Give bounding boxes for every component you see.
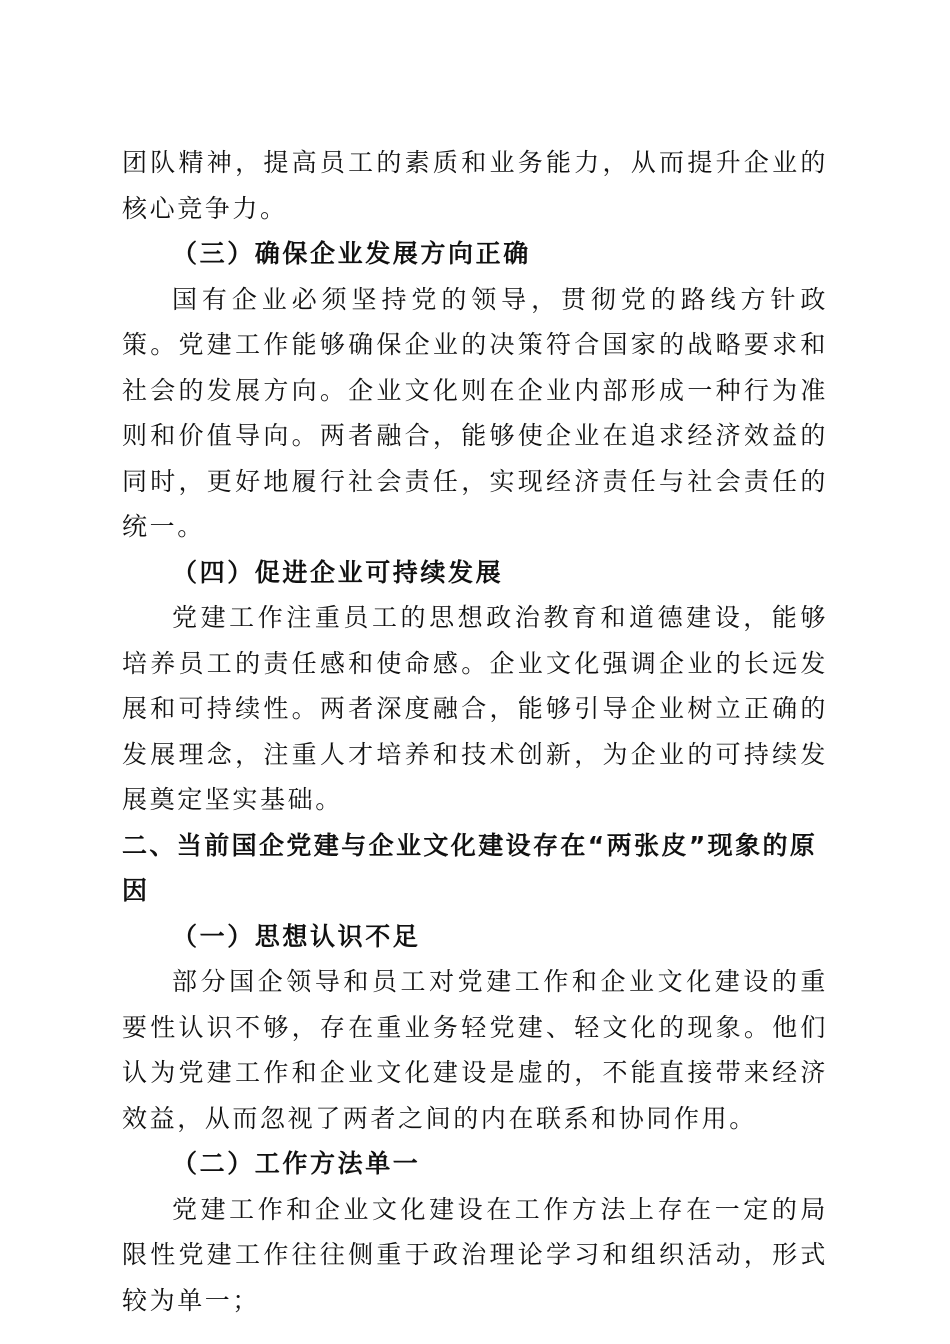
paragraph-intro-continuation: 团队精神，提高员工的素质和业务能力，从而提升企业的核心竞争力。 [122,148,828,223]
heading-part-2: 二、当前国企党建与企业文化建设存在“两张皮”现象的原因 [122,830,818,905]
paragraph-part-2-2: 党建工作和企业文化建设在工作方法上存在一定的局限性党建工作往往侧重于政治理论学习和组织活动，形式较为单一； [122,1194,828,1315]
paragraph-section-3: 国有企业必须坚持党的领导，贯彻党的路线方针政策。党建工作能够确保企业的决策符合国家的战略要求和社会的发展方向。企业文化则在企业内部形成一种行为准则和价值导向。两者融合，能够使企业在追求经济效益的同时，更好地履行社会责任，实现经济责任与社会责任的统一。 [122,284,828,541]
paragraph-part-2-1: 部分国企领导和员工对党建工作和企业文化建设的重要性认识不够，存在重业务轻党建、轻文化的现象。他们认为党建工作和企业文化建设是虚的，不能直接带来经济效益，从而忽视了两者之间的内在联系和协同作用。 [122,967,828,1133]
subheading-section-3: （三）确保企业发展方向正确 [172,239,531,268]
document-body [122,140,828,1323]
paragraph-section-4: 党建工作注重员工的思想政治教育和道德建设，能够培养员工的责任感和使命感。企业文化强调企业的长远发展和可持续性。两者深度融合，能够引导企业树立正确的发展理念，注重人才培养和技术创新，为企业的可持续发展奠定坚实基础。 [122,603,828,814]
subheading-part-2-2: （二）工作方法单一 [172,1149,421,1178]
subheading-section-4: （四）促进企业可持续发展 [172,557,504,587]
subheading-part-2-1: （一）思想认识不足 [172,921,421,951]
